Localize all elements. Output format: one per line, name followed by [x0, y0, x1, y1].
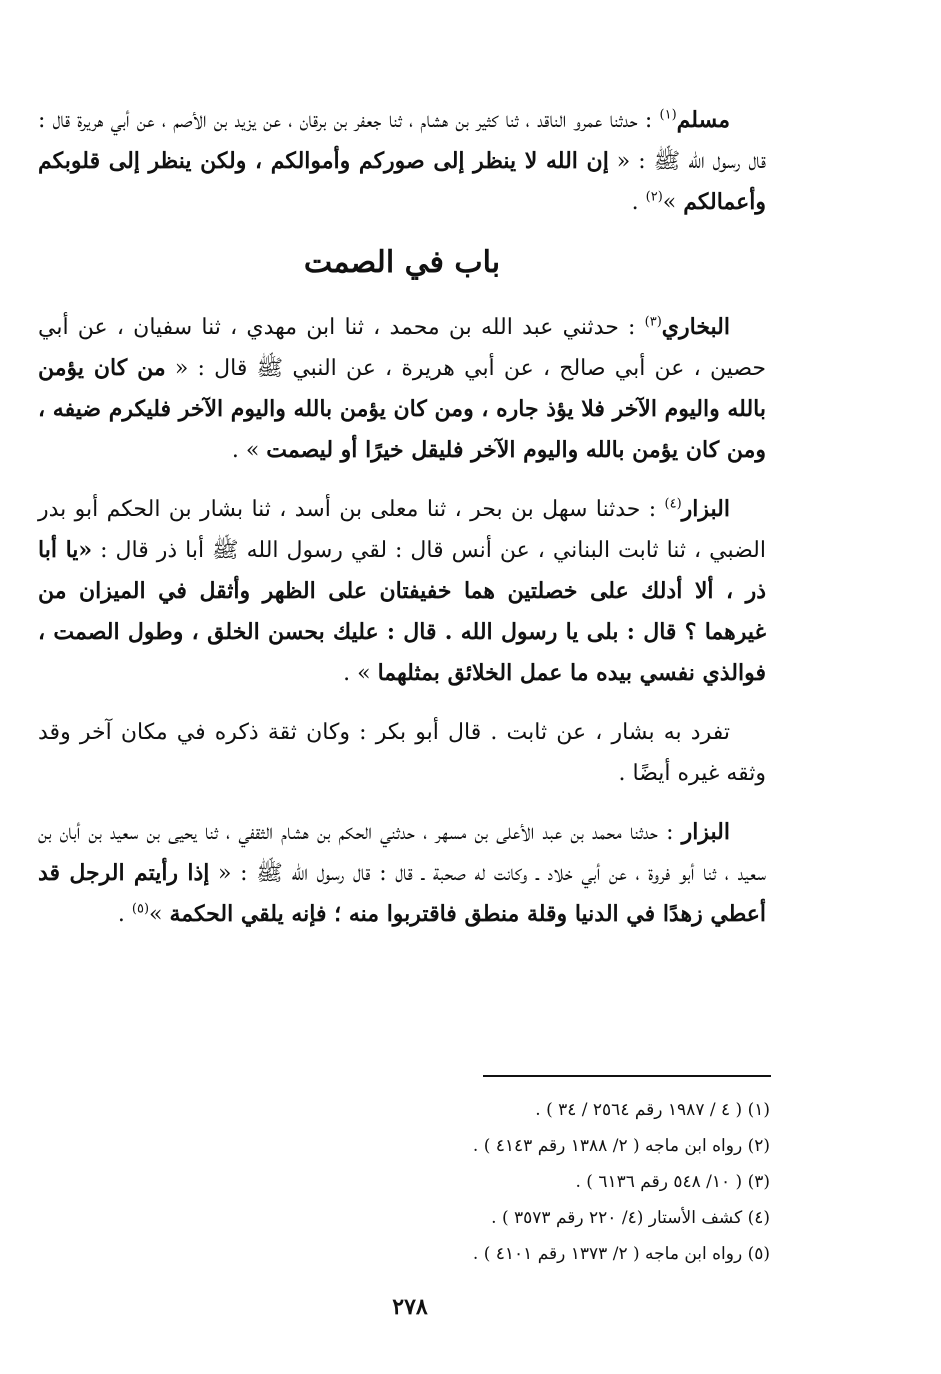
footnote-3: (٣) ( ١٠/ ٥٤٨ رقم ٦١٣٦ ) . — [575, 1172, 770, 1192]
isnad-text: : حدثنا عمرو الناقد ، ثنا كثير بن هشام ، ثنا جعفر بن برقان ، عن يزيد بن الأصم ، عن أبي هريرة قال : قال رسول الله ﷺ : « — [38, 108, 766, 174]
footnote-ref: (٢) — [645, 189, 663, 205]
footnote-ref: (٥) — [131, 901, 150, 917]
page-number: ٢٧٨ — [392, 1294, 428, 1320]
source-name: البخاري — [661, 314, 730, 340]
quote-close: » — [149, 902, 170, 927]
isnad-text: : حدثني عبد الله بن محمد ، ثنا ابن مهدي ، ثنا سفيان ، عن أبي حصين ، عن أبي صالح ، عن أبي هريرة ، عن النبي ﷺ قال : « — [38, 315, 767, 381]
footnotes — [300, 1092, 770, 1272]
hadith-text: «يا أبا ذر ، ألا أدلك على خصلتين هما خفيفتان على الظهر وأثقل في الميزان من غيرهما ؟ قال : بلى يا رسول الله . قال : عليك بحسن الخلق ، وطول الصمت ، فوالذي نفسي بيده ما عمل الخلائق بمثلهما — [38, 537, 766, 686]
hadith-text: من كان يؤمن بالله واليوم الآخر فلا يؤذ جاره ، ومن كان يؤمن بالله واليوم الآخر فليكرم ضيفه ، ومن كان يؤمن بالله واليوم الآخر فليقل خيرًا أو ليصمت — [38, 355, 766, 463]
footnote-2: (٢) رواه ابن ماجه ( ٢/ ١٣٨٨ رقم ٤١٤٣ ) . — [472, 1136, 770, 1156]
source-name: مسلم — [676, 107, 730, 133]
source-name: البزار — [681, 496, 730, 522]
paragraph-bazzar-2 — [38, 812, 766, 935]
footnote-1: (١) ( ٤ / ١٩٨٧ رقم ٢٥٦٤ / ٣٤ ) . — [535, 1100, 770, 1120]
quote-close: » . — [231, 438, 267, 463]
footnote-separator — [483, 1075, 771, 1077]
footnote-ref: (١) — [659, 107, 677, 123]
paragraph-bazzar-1 — [38, 489, 766, 694]
sentence-end: . — [631, 190, 646, 215]
commentary-text: تفرد به بشار ، عن ثابت . قال أبو بكر : وكان ثقة ذكره في مكان آخر وقد وثقه غيره أيضًا . — [38, 720, 766, 786]
footnote-ref: (٤) — [664, 496, 682, 512]
section-title: باب في الصمت — [303, 245, 501, 280]
hadith-text: إن الله لا ينظر إلى صوركم وأموالكم ، ولكن ينظر إلى قلوبكم وأعمالكم — [38, 148, 766, 215]
hadith-text: إذا رأيتم الرجل قد أعطي زهدًا في الدنيا وقلة منطق فاقتربوا منه ؛ فإنه يلقي الحكمة — [38, 860, 766, 927]
footnote-4: (٤) كشف الأستار (٤/ ٢٢٠ رقم ٣٥٧٣ ) . — [491, 1208, 770, 1228]
isnad-text: : حدثنا محمد بن عبد الأعلى بن مسهر ، حدثني الحكم بن هشام الثقفي ، ثنا يحيى بن سعيد بن أبان بن سعيد ، ثنا أبو فروة ، عن أبي خلاد ـ وكانت له صحبة ـ قال : قال رسول الله ﷺ : « — [38, 820, 766, 886]
paragraph-bukhari — [38, 307, 766, 471]
paragraph-muslim — [38, 100, 766, 223]
footnote-ref: (٣) — [644, 314, 662, 330]
quote-close: » . — [343, 661, 378, 686]
paragraph-commentary — [38, 712, 766, 794]
sentence-end: . — [117, 902, 132, 927]
quote-close: » — [662, 190, 684, 215]
footnote-5: (٥) رواه ابن ماجه ( ٢/ ١٣٧٣ رقم ٤١٠١ ) . — [472, 1244, 770, 1264]
page-body — [38, 100, 766, 953]
source-name: البزار — [681, 819, 730, 845]
isnad-text: : حدثنا سهل بن بحر ، ثنا معلى بن أسد ، ثنا بشار بن الحكم أبو بدر الضبي ، ثنا ثابت البناني ، عن أنس قال : لقي رسول الله ﷺ أبا ذر قال : — [38, 497, 766, 563]
